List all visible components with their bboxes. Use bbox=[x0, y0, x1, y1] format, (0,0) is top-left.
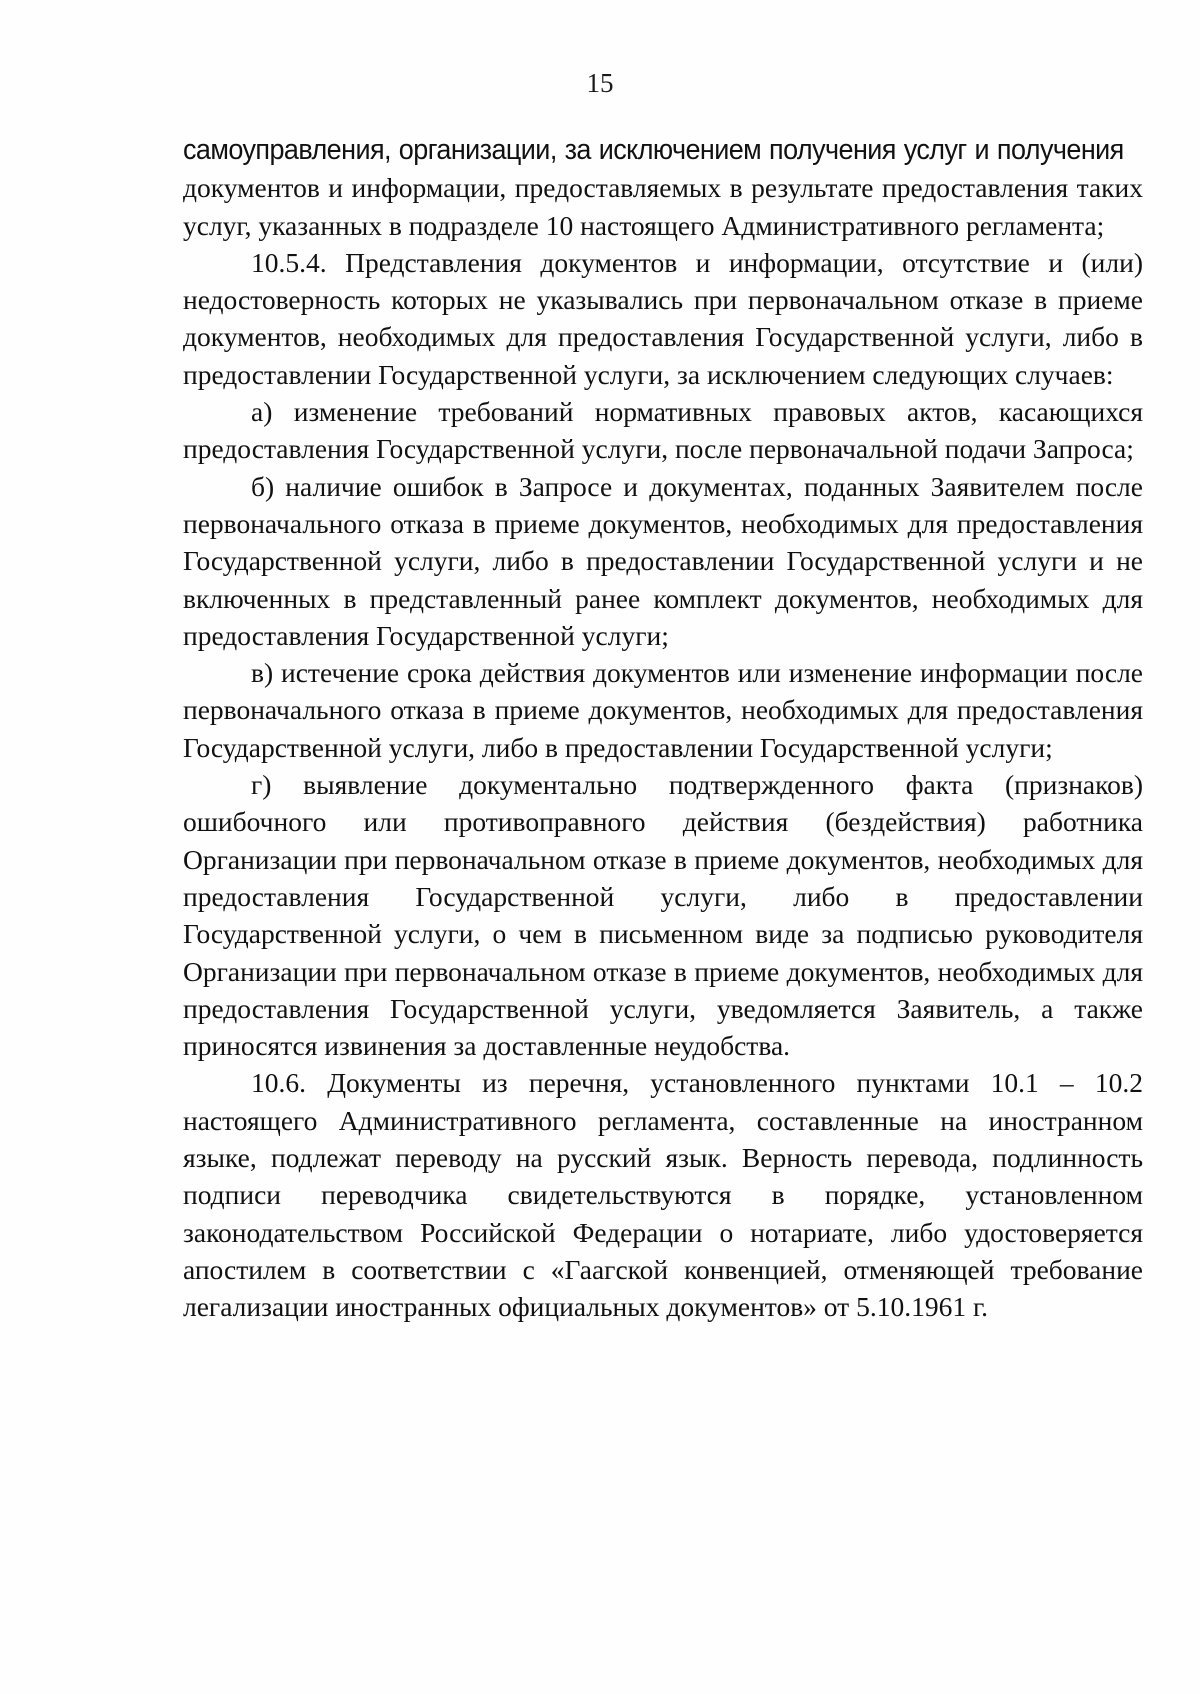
page-number: 15 bbox=[586, 68, 614, 98]
paragraph-text: документов и информации, предоставляемых в результате предоставления таких услуг, указанных в подразделе 10 настоящего Административного регламента; bbox=[183, 172, 1143, 241]
list-item-g: г) выявление документально подтвержденного факта (признаков) ошибочного или противоправного действия (бездействия) работника Организации при первоначальном отказе в приеме документов, необходимых для предоставления Государственной услуги, либо в предоставлении Государственной услуги, о чем в письменном виде за подписью руководителя Организации при первоначальном отказе в приеме документов, необходимых для предоставления Государственной услуги, уведомляется Заявитель, а также приносятся извинения за доставленные неудобства. bbox=[183, 769, 1143, 1062]
paragraph-10-5-4: 10.5.4. Представления документов и информации, отсутствие и (или) недостоверность которых не указывались при первоначальном отказе в приеме документов, необходимых для предоставления Государственной услуги, либо в предоставлении Государственной услуги, за исключением следующих случаев: bbox=[183, 246, 1143, 390]
document-body bbox=[183, 132, 1143, 1326]
list-item-b: б) наличие ошибок в Запросе и документах, поданных Заявителем после первоначального отказа в приеме документов, необходимых для предоставления Государственной услуги, либо в предоставлении Государственной услуги и не включенных в представленный ранее комплект документов, необходимых для предоставления Государственной услуги; bbox=[183, 470, 1143, 651]
paragraph-continuation bbox=[183, 132, 1143, 244]
list-item-a: а) изменение требований нормативных правовых актов, касающихся предоставления Государственной услуги, после первоначальной подачи Запроса; bbox=[183, 396, 1143, 465]
paragraph-10-6: 10.6. Документы из перечня, установленного пунктами 10.1 – 10.2 настоящего Административного регламента, составленные на иностранном языке, подлежат переводу на русский язык. Верность перевода, подлинность подписи переводчика свидетельствуются в порядке, установленном законодательством Российской Федерации о нотариате, либо удостоверяется апостилем в соответствии с «Гаагской конвенцией, отменяющей требование легализации иностранных официальных документов» от 5.10.1961 г. bbox=[183, 1067, 1143, 1323]
paragraph-first-line: самоуправления, организации, за исключением получения услуг и получения bbox=[183, 134, 1124, 166]
list-item-v: в) истечение срока действия документов или изменение информации после первоначального отказа в приеме документов, необходимых для предоставления Государственной услуги, либо в предоставлении Государственной услуги; bbox=[183, 657, 1143, 763]
